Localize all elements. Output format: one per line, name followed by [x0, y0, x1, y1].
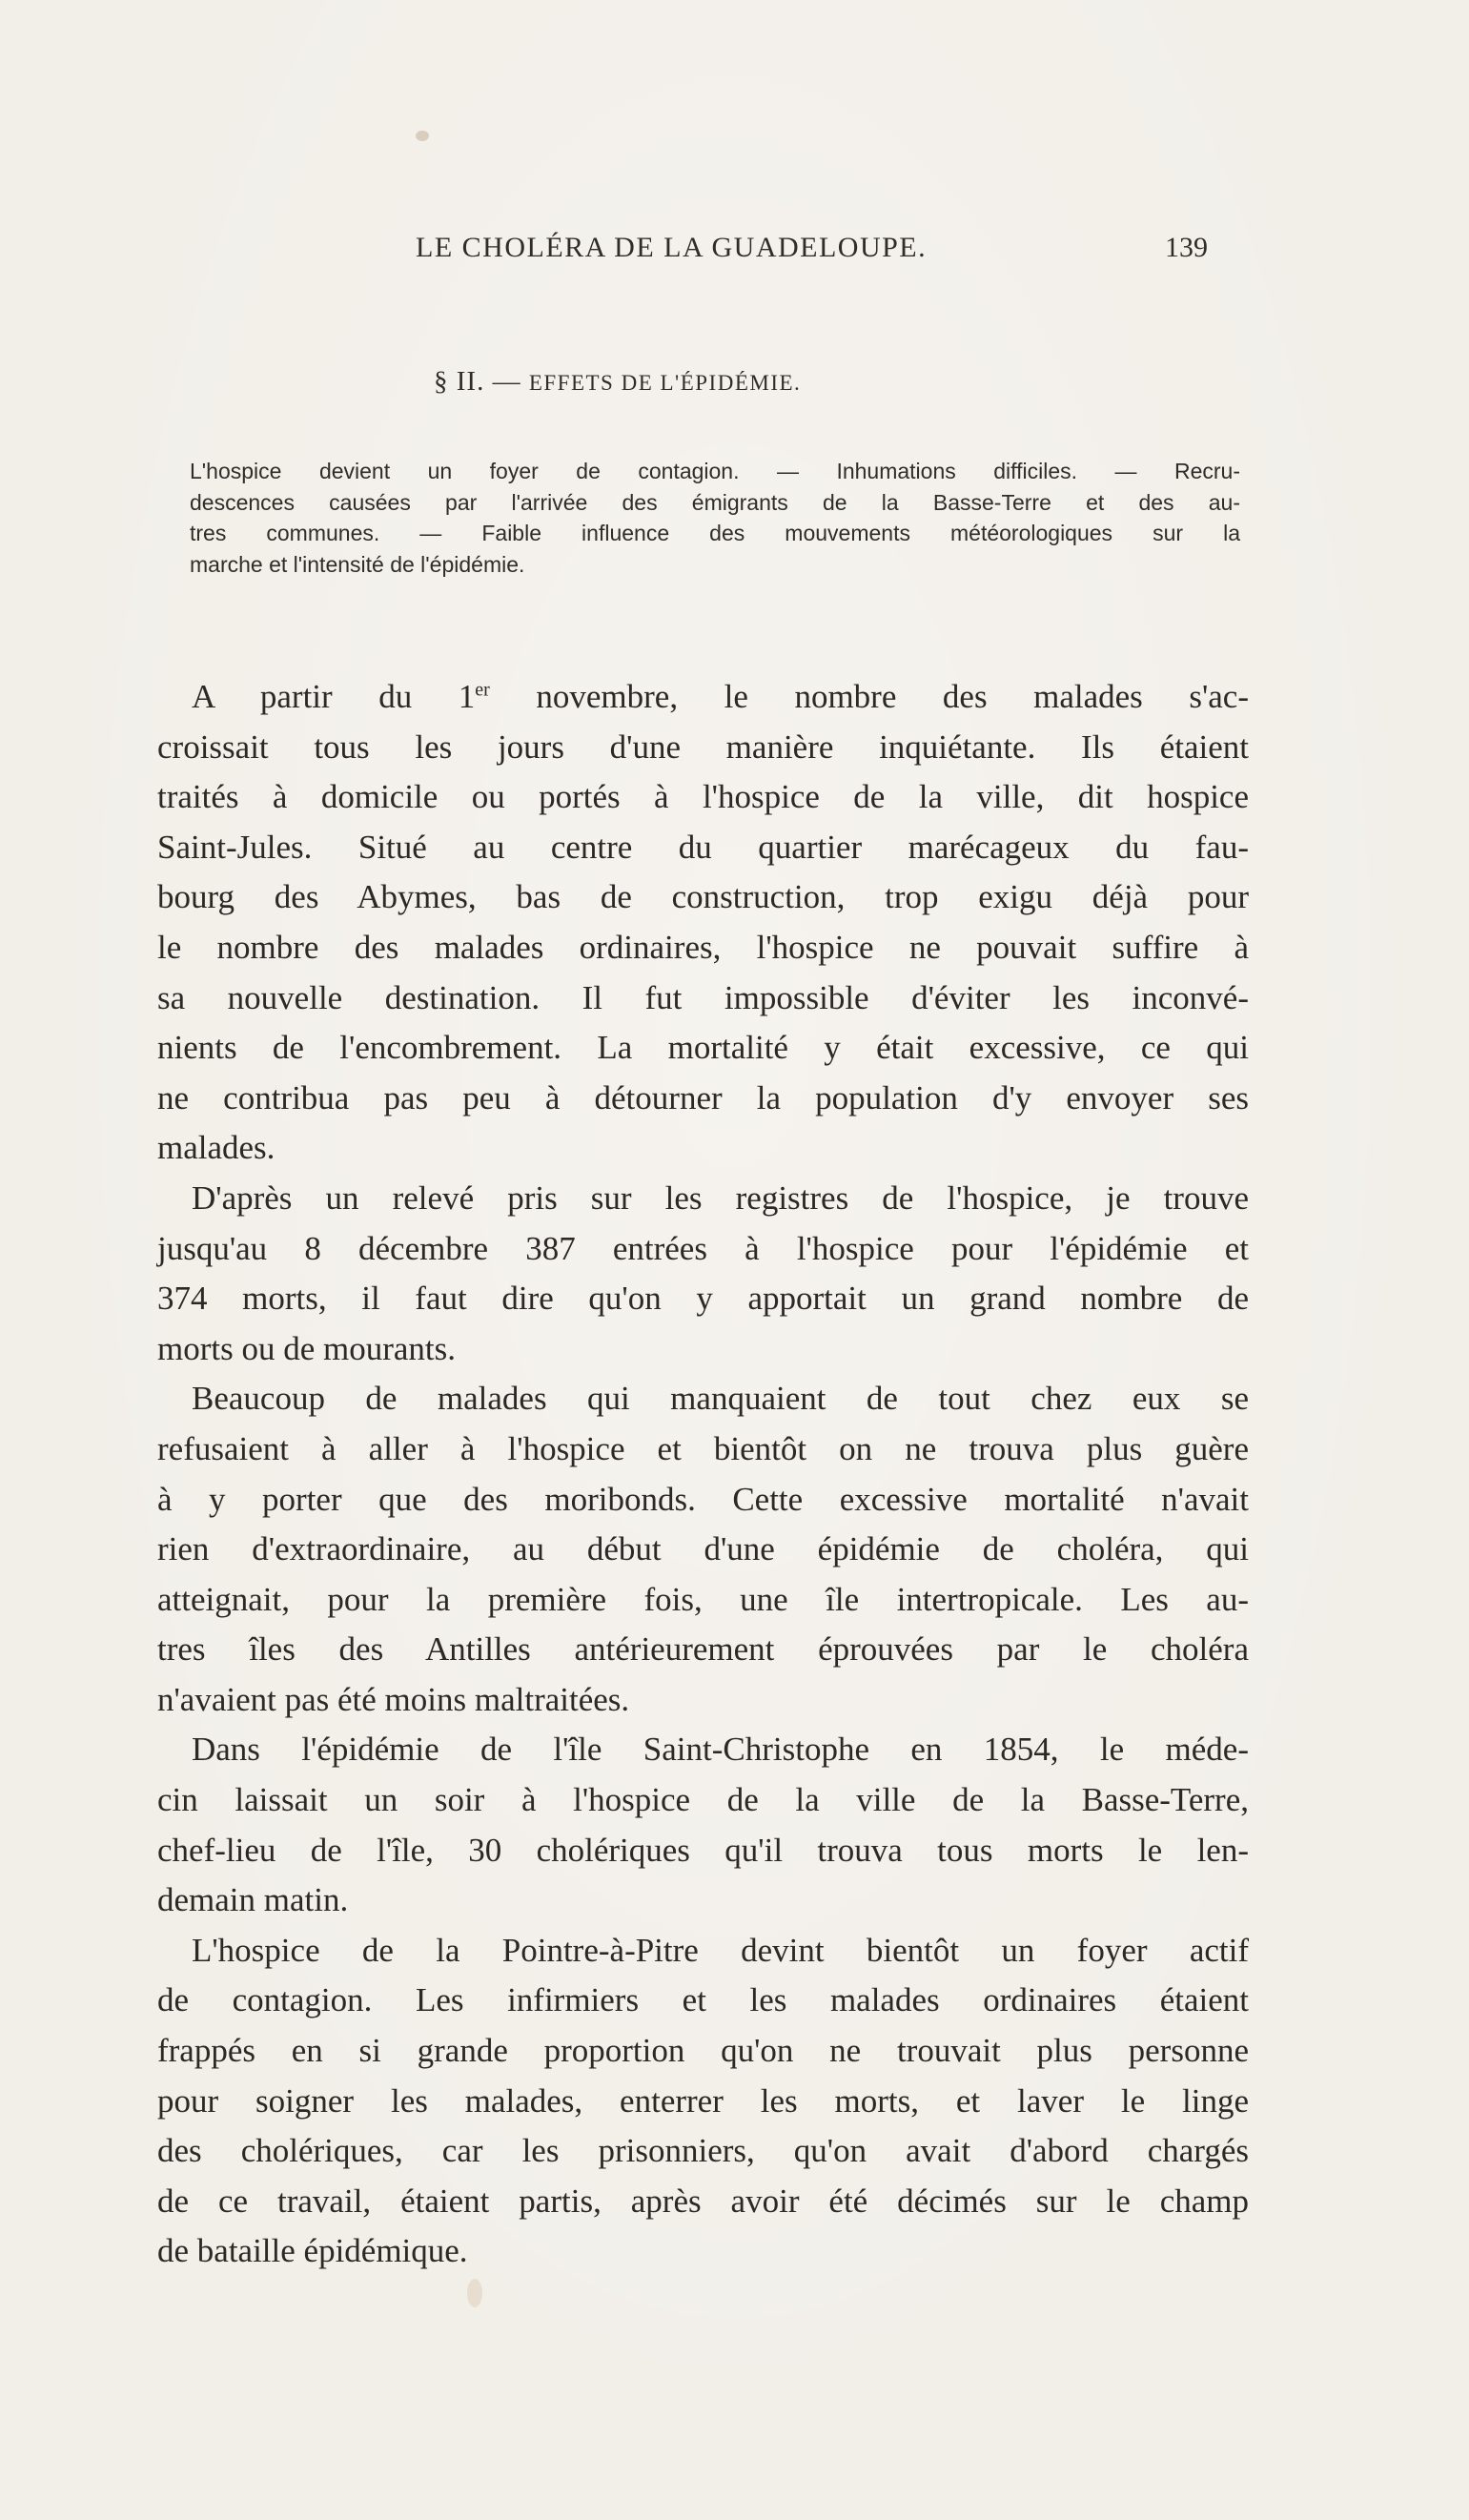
paragraph-line: des cholériques, car les prisonniers, qu'on avait d'abord chargés: [157, 2132, 1249, 2170]
paragraph-line: [157, 672, 1249, 723]
paragraph-line: Dans l'épidémie de l'île Saint-Christophe en 1854, le méde-: [192, 1731, 1249, 1769]
paragraph-line: 374 morts, il faut dire qu'on y apportait un grand nombre de: [157, 1280, 1249, 1318]
summary-line: marche et l'intensité de l'épidémie.: [190, 551, 525, 577]
paragraph-line: L'hospice de la Pointre-à-Pitre devint bientôt un foyer actif: [192, 1931, 1249, 1969]
summary-line: tres communes. — Faible influence des mouvements météorologiques sur la: [190, 521, 1240, 545]
summary-line: L'hospice devient un foyer de contagion. — Inhumations difficiles. — Recru-: [190, 459, 1240, 483]
section-marker: § II. —: [434, 366, 521, 397]
paragraph-line: traités à domicile ou portés à l'hospice de la ville, dit hospice: [157, 778, 1249, 816]
section-heading: EFFETS DE L'ÉPIDÉMIE.: [528, 371, 802, 395]
paragraph-line: bourg des Abymes, bas de construction, trop exigu déjà pour: [157, 878, 1249, 916]
section-summary: [190, 456, 1240, 580]
text-fragment: novembre, le nombre des malades s'ac-: [489, 678, 1249, 715]
paragraph-line: de ce travail, étaient partis, après avoir été décimés sur le champ: [157, 2182, 1249, 2220]
ink-spot: [416, 131, 429, 141]
paragraph-line: pour soigner les malades, enterrer les morts, et laver le linge: [157, 2081, 1249, 2120]
paragraph-line: chef-lieu de l'île, 30 cholériques qu'il trouva tous morts le len-: [157, 1831, 1249, 1869]
paragraph-line: de bataille épidémique.: [157, 2232, 468, 2270]
paragraph-line: jusqu'au 8 décembre 387 entrées à l'hospice pour l'épidémie et: [157, 1229, 1249, 1267]
paragraph-line: malades.: [157, 1129, 275, 1167]
paragraph-line: sa nouvelle destination. Il fut impossible d'éviter les inconvé-: [157, 978, 1249, 1016]
paragraph-line: croissait tous les jours d'une manière inquiétante. Ils étaient: [157, 727, 1249, 766]
paragraph-line: de contagion. Les infirmiers et les malades ordinaires étaient: [157, 1981, 1249, 2019]
summary-line: descences causées par l'arrivée des émigrants de la Basse-Terre et des au-: [190, 489, 1240, 515]
page-number: 139: [1165, 232, 1208, 263]
paragraph-line: morts ou de mourants.: [157, 1329, 457, 1367]
paragraph-line: cin laissait un soir à l'hospice de la ville de la Basse-Terre,: [157, 1781, 1249, 1819]
section-title: [434, 366, 1025, 398]
paragraph-line: refusaient à aller à l'hospice et bientôt on ne trouva plus guère: [157, 1429, 1249, 1467]
ink-spot: [467, 2279, 482, 2307]
paragraph-line: le nombre des malades ordinaires, l'hospice ne pouvait suffire à: [157, 928, 1249, 966]
paragraph-line: Beaucoup de malades qui manquaient de tout chez eux se: [192, 1380, 1249, 1418]
paragraph-line: frappés en si grande proportion qu'on ne trouvait plus personne: [157, 2032, 1249, 2070]
paragraph-line: à y porter que des moribonds. Cette excessive mortalité n'avait: [157, 1480, 1249, 1518]
text-fragment: A partir du 1: [192, 678, 476, 715]
paragraph-line: n'avaient pas été moins maltraitées.: [157, 1680, 630, 1718]
running-head: LE CHOLÉRA DE LA GUADELOUPE.: [416, 232, 928, 263]
paragraph-line: nients de l'encombrement. La mortalité y était excessive, ce qui: [157, 1029, 1249, 1067]
paragraph-line: ne contribua pas peu à détourner la population d'y envoyer ses: [157, 1078, 1249, 1117]
paragraph-line: D'après un relevé pris sur les registres de l'hospice, je trouve: [192, 1178, 1249, 1217]
paragraph-line: atteignait, pour la première fois, une île intertropicale. Les au-: [157, 1580, 1249, 1618]
paragraph-line: rien d'extraordinaire, au début d'une épidémie de choléra, qui: [157, 1530, 1249, 1568]
ordinal-suffix: er: [475, 679, 490, 701]
paragraph-line: Saint-Jules. Situé au centre du quartier marécageux du fau-: [157, 828, 1249, 866]
paragraph-line: demain matin.: [157, 1881, 349, 1919]
body-text: [157, 672, 1249, 2277]
paragraph-line: tres îles des Antilles antérieurement éprouvées par le choléra: [157, 1630, 1249, 1669]
